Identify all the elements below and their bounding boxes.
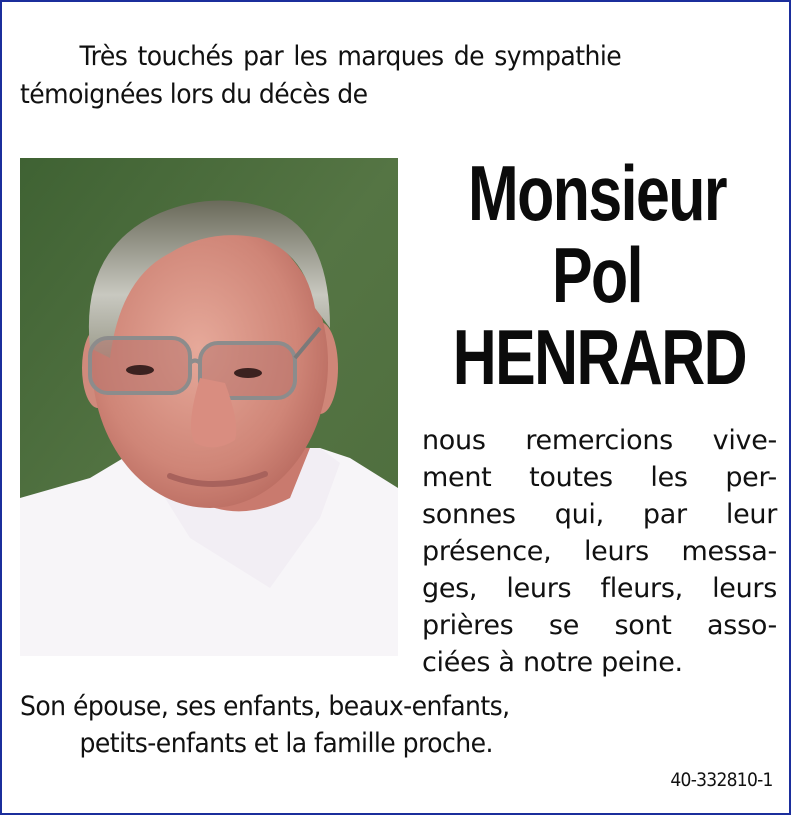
thanks-line: présence, leurs messa-	[422, 536, 777, 567]
portrait-illustration	[20, 158, 398, 656]
signature-line-1: Son épouse, ses enfants, beaux-enfants,	[20, 691, 510, 722]
thanks-line: ciées à notre peine.	[422, 647, 683, 678]
name-title: Monsieur	[468, 149, 726, 237]
signature-line-2: petits-enfants et la famille proche.	[79, 728, 493, 759]
deceased-name	[412, 149, 782, 401]
intro-line-1: Très touchés par les marques de sympathie	[79, 41, 622, 72]
name-first: Pol	[552, 231, 642, 319]
thanks-line: ment toutes les per-	[422, 462, 777, 493]
name-last: HENRARD	[452, 313, 746, 401]
portrait-photo	[20, 158, 398, 656]
thanks-line: nous remercions vive-	[422, 425, 777, 456]
thanks-line: sonnes qui, par leur	[422, 499, 777, 530]
thanks-paragraph	[422, 422, 777, 681]
intro-text	[20, 38, 775, 114]
intro-line-2: témoignées lors du décès de	[20, 79, 368, 110]
family-signature	[20, 688, 671, 762]
reference-number: 40-332810-1	[670, 769, 773, 791]
thanks-line: ges, leurs fleurs, leurs	[422, 573, 777, 604]
thanks-line: prières se sont asso-	[422, 610, 777, 641]
